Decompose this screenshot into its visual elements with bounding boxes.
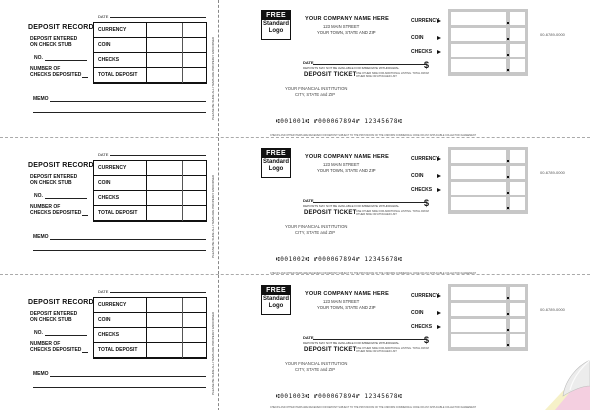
endorse-notice: PLEASE BE SURE ALL ITEMS ARE PROPERLY ENDORSED	[211, 36, 215, 120]
stub-title: DEPOSIT RECORD	[28, 162, 94, 169]
company-address: 123 MAIN STREET	[323, 24, 360, 29]
ticket-fine-print: USE OTHER SIDE FOR ADDITIONAL LISTING. TOTAL FROM OTHER SIDE OR ATTACHED LIST	[356, 347, 429, 354]
deposit-ticket-2	[0, 138, 590, 274]
micr-line: ⑆001002⑆ ⑈000067894⑈ 12345678⑆	[276, 256, 403, 263]
bank-city: CITY, STATE and ZIP	[295, 92, 336, 97]
stub-column-divider	[146, 23, 147, 83]
deposit-record-stub	[0, 138, 218, 274]
stub-amount-table	[93, 22, 207, 84]
stub-checks-count-label: NUMBER OF CHECKS DEPOSITED	[30, 341, 82, 353]
amount-grid	[448, 147, 528, 214]
field-arrow-icon	[437, 19, 441, 23]
stub-memo-label: MEMO	[33, 371, 49, 377]
stub-row-total: TOTAL DEPOSIT	[94, 343, 206, 358]
account-number: 00-6789-0000	[540, 307, 565, 312]
stub-entered-label: DEPOSIT ENTERED ON CHECK STUB	[30, 36, 78, 48]
stub-title: DEPOSIT RECORD	[28, 24, 94, 31]
field-arrow-icon	[437, 188, 441, 192]
stub-column-divider	[146, 161, 147, 221]
page-curl-icon	[545, 360, 590, 410]
bank-city: CITY, STATE and ZIP	[295, 367, 336, 372]
decimal-point	[507, 297, 509, 299]
amount-entry-cell[interactable]	[451, 197, 506, 210]
field-coin-label: COIN	[411, 310, 424, 316]
stub-checks-count-line	[82, 77, 88, 78]
amount-entry-cell[interactable]	[510, 334, 525, 347]
ticket-fine-print: USE OTHER SIDE FOR ADDITIONAL LISTING. TOTAL FROM OTHER SIDE OR ATTACHED LIST	[356, 210, 429, 217]
ticket-date-line	[313, 339, 425, 340]
amount-entry-cell[interactable]	[510, 287, 525, 300]
stub-row-coin: COIN	[94, 313, 206, 328]
ticket-date-line	[313, 202, 425, 203]
ticket-date-line	[313, 64, 425, 65]
bank-name: YOUR FINANCIAL INSTITUTION	[285, 86, 348, 91]
field-arrow-icon	[437, 157, 441, 161]
stub-no-line	[45, 198, 87, 199]
amount-entry-cell[interactable]	[510, 44, 525, 57]
stub-amount-table	[93, 297, 207, 359]
dollar-sign: $	[424, 335, 430, 345]
company-address: 123 MAIN STREET	[323, 299, 360, 304]
perforation-line	[218, 0, 219, 136]
availability-notice: DEPOSITS MAY NOT BE AVAILABLE FOR IMMEDIATE WITHDRAWAL	[303, 204, 400, 208]
field-arrow-icon	[437, 174, 441, 178]
amount-entry-cell[interactable]	[451, 182, 506, 195]
stub-memo-line	[50, 101, 206, 102]
bank-name: YOUR FINANCIAL INSTITUTION	[285, 224, 348, 229]
decimal-point	[507, 22, 509, 24]
amount-entry-cell[interactable]	[451, 44, 506, 57]
dollar-sign: $	[424, 60, 430, 70]
stub-memo-line	[33, 250, 206, 251]
stub-row-total: TOTAL DEPOSIT	[94, 68, 206, 83]
deposit-ticket	[228, 275, 590, 410]
amount-entry-cell[interactable]	[451, 28, 506, 41]
amount-grid	[448, 9, 528, 76]
stub-date-label: DATE	[98, 152, 109, 157]
stub-checks-count-line	[82, 215, 88, 216]
collection-notice: CHECKS AND OTHER ITEMS ARE RECEIVED FOR DEPOSIT SUBJECT TO THE PROVISIONS OF THE UNIFORM COMMERCIAL CODE OR ANY APPLICABLE COLLECTION AGREEMENT	[270, 272, 477, 275]
amount-entry-cell[interactable]	[451, 166, 506, 179]
stub-row-total: TOTAL DEPOSIT	[94, 206, 206, 221]
deposit-ticket-3	[0, 275, 590, 410]
field-currency-label: CURRENCY	[411, 156, 440, 162]
bank-city: CITY, STATE and ZIP	[295, 230, 336, 235]
deposit-record-stub	[0, 275, 218, 410]
perforation-line	[218, 275, 219, 410]
stub-memo-line	[33, 387, 206, 388]
amount-entry-cell[interactable]	[451, 334, 506, 347]
decimal-point	[507, 38, 509, 40]
stub-memo-line	[50, 239, 206, 240]
amount-entry-cell[interactable]	[510, 59, 525, 72]
field-arrow-icon	[437, 311, 441, 315]
decimal-point	[507, 160, 509, 162]
micr-line: ⑆001003⑆ ⑈000067894⑈ 12345678⑆	[276, 393, 403, 400]
availability-notice: DEPOSITS MAY NOT BE AVAILABLE FOR IMMEDIATE WITHDRAWAL	[303, 66, 400, 70]
stub-row-checks: CHECKS	[94, 191, 206, 206]
collection-notice: CHECKS AND OTHER ITEMS ARE RECEIVED FOR DEPOSIT SUBJECT TO THE PROVISIONS OF THE UNIFORM COMMERCIAL CODE OR ANY APPLICABLE COLLECTION AGREEMENT	[270, 134, 477, 137]
decimal-point	[507, 313, 509, 315]
stub-row-checks: CHECKS	[94, 53, 206, 68]
field-arrow-icon	[437, 325, 441, 329]
account-number: 00-6789-0000	[540, 32, 565, 37]
field-checks-label: CHECKS	[411, 324, 433, 330]
deposit-record-stub	[0, 0, 218, 136]
amount-entry-cell[interactable]	[510, 166, 525, 179]
stub-column-tick	[182, 161, 183, 221]
amount-entry-cell[interactable]	[510, 182, 525, 195]
company-logo: FREE Standard Logo	[261, 148, 291, 178]
stub-memo-line	[50, 376, 206, 377]
company-city: YOUR TOWN, STATE AND ZIP	[317, 305, 376, 310]
stub-date-label: DATE	[98, 289, 109, 294]
ticket-title: DEPOSIT TICKET	[304, 72, 357, 78]
stub-no-line	[45, 335, 87, 336]
stub-row-coin: COIN	[94, 38, 206, 53]
stub-checks-count-line	[82, 352, 88, 353]
amount-entry-cell[interactable]	[510, 319, 525, 332]
amount-entry-cell[interactable]	[510, 28, 525, 41]
decimal-point	[507, 344, 509, 346]
decimal-point	[507, 69, 509, 71]
field-coin-label: COIN	[411, 35, 424, 41]
amount-entry-cell[interactable]	[451, 303, 506, 316]
ticket-date-label: DATE	[303, 198, 314, 203]
company-name: YOUR COMPANY NAME HERE	[305, 154, 389, 160]
decimal-point	[507, 192, 509, 194]
amount-entry-cell[interactable]	[451, 12, 506, 25]
stub-amount-table	[93, 160, 207, 222]
company-address: 123 MAIN STREET	[323, 162, 360, 167]
amount-entry-cell[interactable]	[451, 59, 506, 72]
stub-column-tick	[182, 23, 183, 83]
stub-no-label: NO.	[34, 55, 43, 61]
stub-entered-label: DEPOSIT ENTERED ON CHECK STUB	[30, 174, 78, 186]
field-checks-label: CHECKS	[411, 187, 433, 193]
company-city: YOUR TOWN, STATE AND ZIP	[317, 30, 376, 35]
ticket-title: DEPOSIT TICKET	[304, 210, 357, 216]
stub-memo-label: MEMO	[33, 96, 49, 102]
decimal-point	[507, 207, 509, 209]
stub-date-line	[110, 292, 206, 293]
stub-row-currency: CURRENCY	[94, 298, 206, 313]
deposit-ticket	[228, 138, 590, 274]
amount-entry-cell[interactable]	[451, 150, 506, 163]
stub-row-currency: CURRENCY	[94, 161, 206, 176]
stub-date-line	[110, 155, 206, 156]
perforation-line	[218, 138, 219, 274]
stub-no-line	[45, 60, 87, 61]
stub-title: DEPOSIT RECORD	[28, 299, 94, 306]
ticket-date-label: DATE	[303, 60, 314, 65]
stub-date-line	[110, 17, 206, 18]
amount-grid	[448, 284, 528, 351]
company-city: YOUR TOWN, STATE AND ZIP	[317, 168, 376, 173]
decimal-point	[507, 54, 509, 56]
company-logo: FREE Standard Logo	[261, 285, 291, 315]
bank-name: YOUR FINANCIAL INSTITUTION	[285, 361, 348, 366]
endorse-notice: PLEASE BE SURE ALL ITEMS ARE PROPERLY ENDORSED	[211, 311, 215, 395]
field-currency-label: CURRENCY	[411, 293, 440, 299]
amount-entry-cell[interactable]	[510, 12, 525, 25]
deposit-ticket-1	[0, 0, 590, 136]
field-checks-label: CHECKS	[411, 49, 433, 55]
stub-date-label: DATE	[98, 14, 109, 19]
amount-entry-cell[interactable]	[510, 197, 525, 210]
company-logo: FREE Standard Logo	[261, 10, 291, 40]
stub-no-label: NO.	[34, 330, 43, 336]
stub-column-tick	[182, 298, 183, 358]
field-arrow-icon	[437, 294, 441, 298]
field-coin-label: COIN	[411, 173, 424, 179]
ticket-title: DEPOSIT TICKET	[304, 347, 357, 353]
field-currency-label: CURRENCY	[411, 18, 440, 24]
ticket-date-label: DATE	[303, 335, 314, 340]
stub-no-label: NO.	[34, 193, 43, 199]
amount-entry-cell[interactable]	[451, 319, 506, 332]
company-name: YOUR COMPANY NAME HERE	[305, 16, 389, 22]
stub-checks-count-label: NUMBER OF CHECKS DEPOSITED	[30, 204, 82, 216]
stub-checks-count-label: NUMBER OF CHECKS DEPOSITED	[30, 66, 82, 78]
account-number: 00-6789-0000	[540, 170, 565, 175]
stub-column-divider	[146, 298, 147, 358]
collection-notice: CHECKS AND OTHER ITEMS ARE RECEIVED FOR DEPOSIT SUBJECT TO THE PROVISIONS OF THE UNIFORM COMMERCIAL CODE OR ANY APPLICABLE COLLECTION AGREEMENT	[270, 406, 477, 409]
stub-memo-label: MEMO	[33, 234, 49, 240]
field-arrow-icon	[437, 36, 441, 40]
ticket-fine-print: USE OTHER SIDE FOR ADDITIONAL LISTING. TOTAL FROM OTHER SIDE OR ATTACHED LIST	[356, 72, 429, 79]
amount-entry-cell[interactable]	[510, 150, 525, 163]
micr-line: ⑆001001⑆ ⑈000067894⑈ 12345678⑆	[276, 118, 403, 125]
availability-notice: DEPOSITS MAY NOT BE AVAILABLE FOR IMMEDIATE WITHDRAWAL	[303, 341, 400, 345]
decimal-point	[507, 176, 509, 178]
field-arrow-icon	[437, 50, 441, 54]
deposit-ticket	[228, 0, 590, 136]
stub-row-coin: COIN	[94, 176, 206, 191]
stub-entered-label: DEPOSIT ENTERED ON CHECK STUB	[30, 311, 78, 323]
decimal-point	[507, 329, 509, 331]
dollar-sign: $	[424, 198, 430, 208]
amount-entry-cell[interactable]	[451, 287, 506, 300]
stub-memo-line	[33, 112, 206, 113]
stub-row-checks: CHECKS	[94, 328, 206, 343]
amount-entry-cell[interactable]	[510, 303, 525, 316]
company-name: YOUR COMPANY NAME HERE	[305, 291, 389, 297]
endorse-notice: PLEASE BE SURE ALL ITEMS ARE PROPERLY ENDORSED	[211, 174, 215, 258]
stub-row-currency: CURRENCY	[94, 23, 206, 38]
